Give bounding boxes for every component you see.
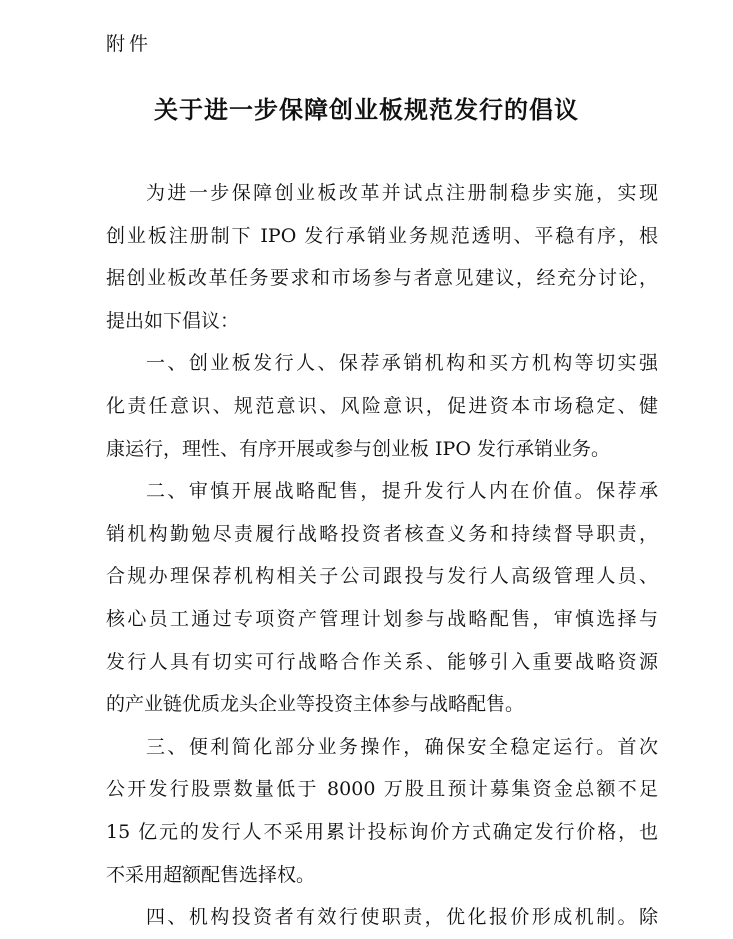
body-line: 化责任意识、规范意识、风险意识，促进资本市场稳定、健 [106,394,658,417]
body-line: 公开发行股票数量低于 8000 万股且预计募集资金总额不足 [106,778,658,801]
body-line: 为进一步保障创业板改革并试点注册制稳步实施，实现 [146,182,658,204]
body-line: 提出如下倡议： [106,309,240,332]
body-line: 的产业链优质龙头企业等投资主体参与战略配售。 [106,693,525,716]
body-line: 合规办理保荐机构相关子公司跟投与发行人高级管理人员、 [106,565,658,588]
document-body [106,172,658,939]
body-line: 不采用超额配售选择权。 [106,863,316,886]
attachment-label: 附件 [106,33,153,55]
body-line: 15 亿元的发行人不采用累计投标询价方式确定发行价格，也 [106,820,658,843]
body-line: 一、创业板发行人、保荐承销机构和买方机构等切实强 [146,352,658,375]
body-line: 三、便利简化部分业务操作，确保安全稳定运行。首次 [146,735,658,758]
document-title: 关于进一步保障创业板规范发行的倡议 [154,95,579,124]
body-line: 康运行，理性、有序开展或参与创业板 IPO 发行承销业务。 [106,437,610,460]
body-line: 据创业板改革任务要求和市场参与者意见建议，经充分讨论， [106,267,658,290]
body-line: 发行人具有切实可行战略合作关系、能够引入重要战略资源 [106,650,658,673]
body-line: 创业板注册制下 IPO 发行承销业务规范透明、平稳有序，根 [106,224,658,247]
body-line: 四、机构投资者有效行使职责，优化报价形成机制。除 [146,906,658,929]
body-line: 核心员工通过专项资产管理计划参与战略配售，审慎选择与 [106,607,658,630]
body-line: 销机构勤勉尽责履行战略投资者核查义务和持续督导职责， [106,522,658,545]
body-line: 二、审慎开展战略配售，提升发行人内在价值。保荐承 [146,480,658,503]
